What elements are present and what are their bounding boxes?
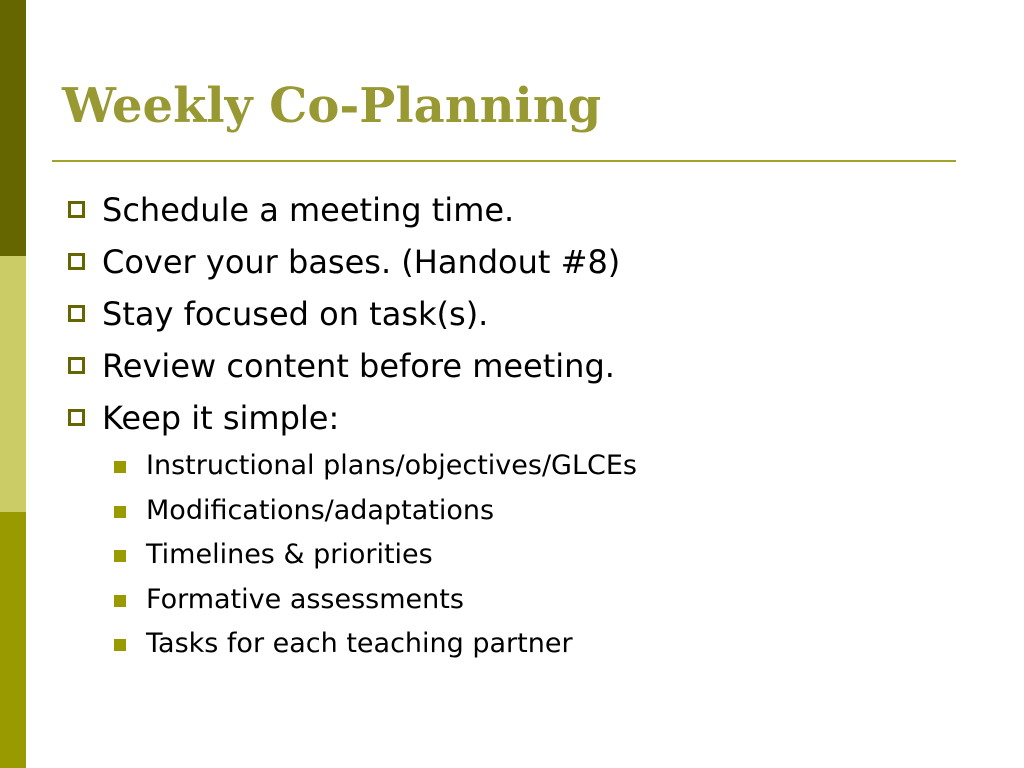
bullet-text: Schedule a meeting time.: [102, 191, 515, 229]
bullet-text: Keep it simple:: [102, 399, 340, 437]
side-stripe-top: [0, 0, 26, 256]
sub-bullet-item: [62, 622, 962, 667]
side-stripe-bottom: [0, 512, 26, 768]
sub-bullet-text: Timelines & priorities: [146, 539, 433, 570]
sub-bullet-item: [62, 489, 962, 534]
hollow-square-icon: [68, 409, 85, 426]
slide-title: Weekly Co-Planning: [62, 78, 602, 134]
sub-bullet-item: [62, 533, 962, 578]
bullet-text: Stay focused on task(s).: [102, 295, 489, 333]
sub-bullet-text: Instructional plans/objectives/GLCEs: [146, 450, 637, 481]
bullet-text: Review content before meeting.: [102, 347, 615, 385]
sub-bullet-item: [62, 578, 962, 623]
bullet-text: Cover your bases. (Handout #8): [102, 243, 621, 281]
sub-bullet-item: [62, 444, 962, 489]
hollow-square-icon: [68, 201, 85, 218]
filled-square-icon: [114, 506, 126, 518]
hollow-square-icon: [68, 357, 85, 374]
sub-bullet-group: [62, 444, 962, 667]
filled-square-icon: [114, 461, 126, 473]
sub-bullet-text: Modifications/adaptations: [146, 494, 495, 526]
bullet-item: [62, 392, 962, 444]
filled-square-icon: [114, 639, 126, 651]
bullet-item: [62, 340, 962, 392]
bullet-item: [62, 288, 962, 340]
hollow-square-icon: [68, 305, 85, 322]
bullet-list: [62, 184, 962, 667]
filled-square-icon: [114, 550, 126, 562]
sub-bullet-list: [62, 444, 962, 667]
side-stripe-middle: [0, 256, 26, 512]
title-divider: [52, 160, 956, 162]
filled-square-icon: [114, 595, 126, 607]
hollow-square-icon: [68, 253, 85, 270]
bullet-item: [62, 236, 962, 288]
sub-bullet-text: Tasks for each teaching partner: [146, 628, 573, 659]
bullet-item: [62, 184, 962, 236]
sub-bullet-text: Formative assessments: [146, 583, 464, 615]
